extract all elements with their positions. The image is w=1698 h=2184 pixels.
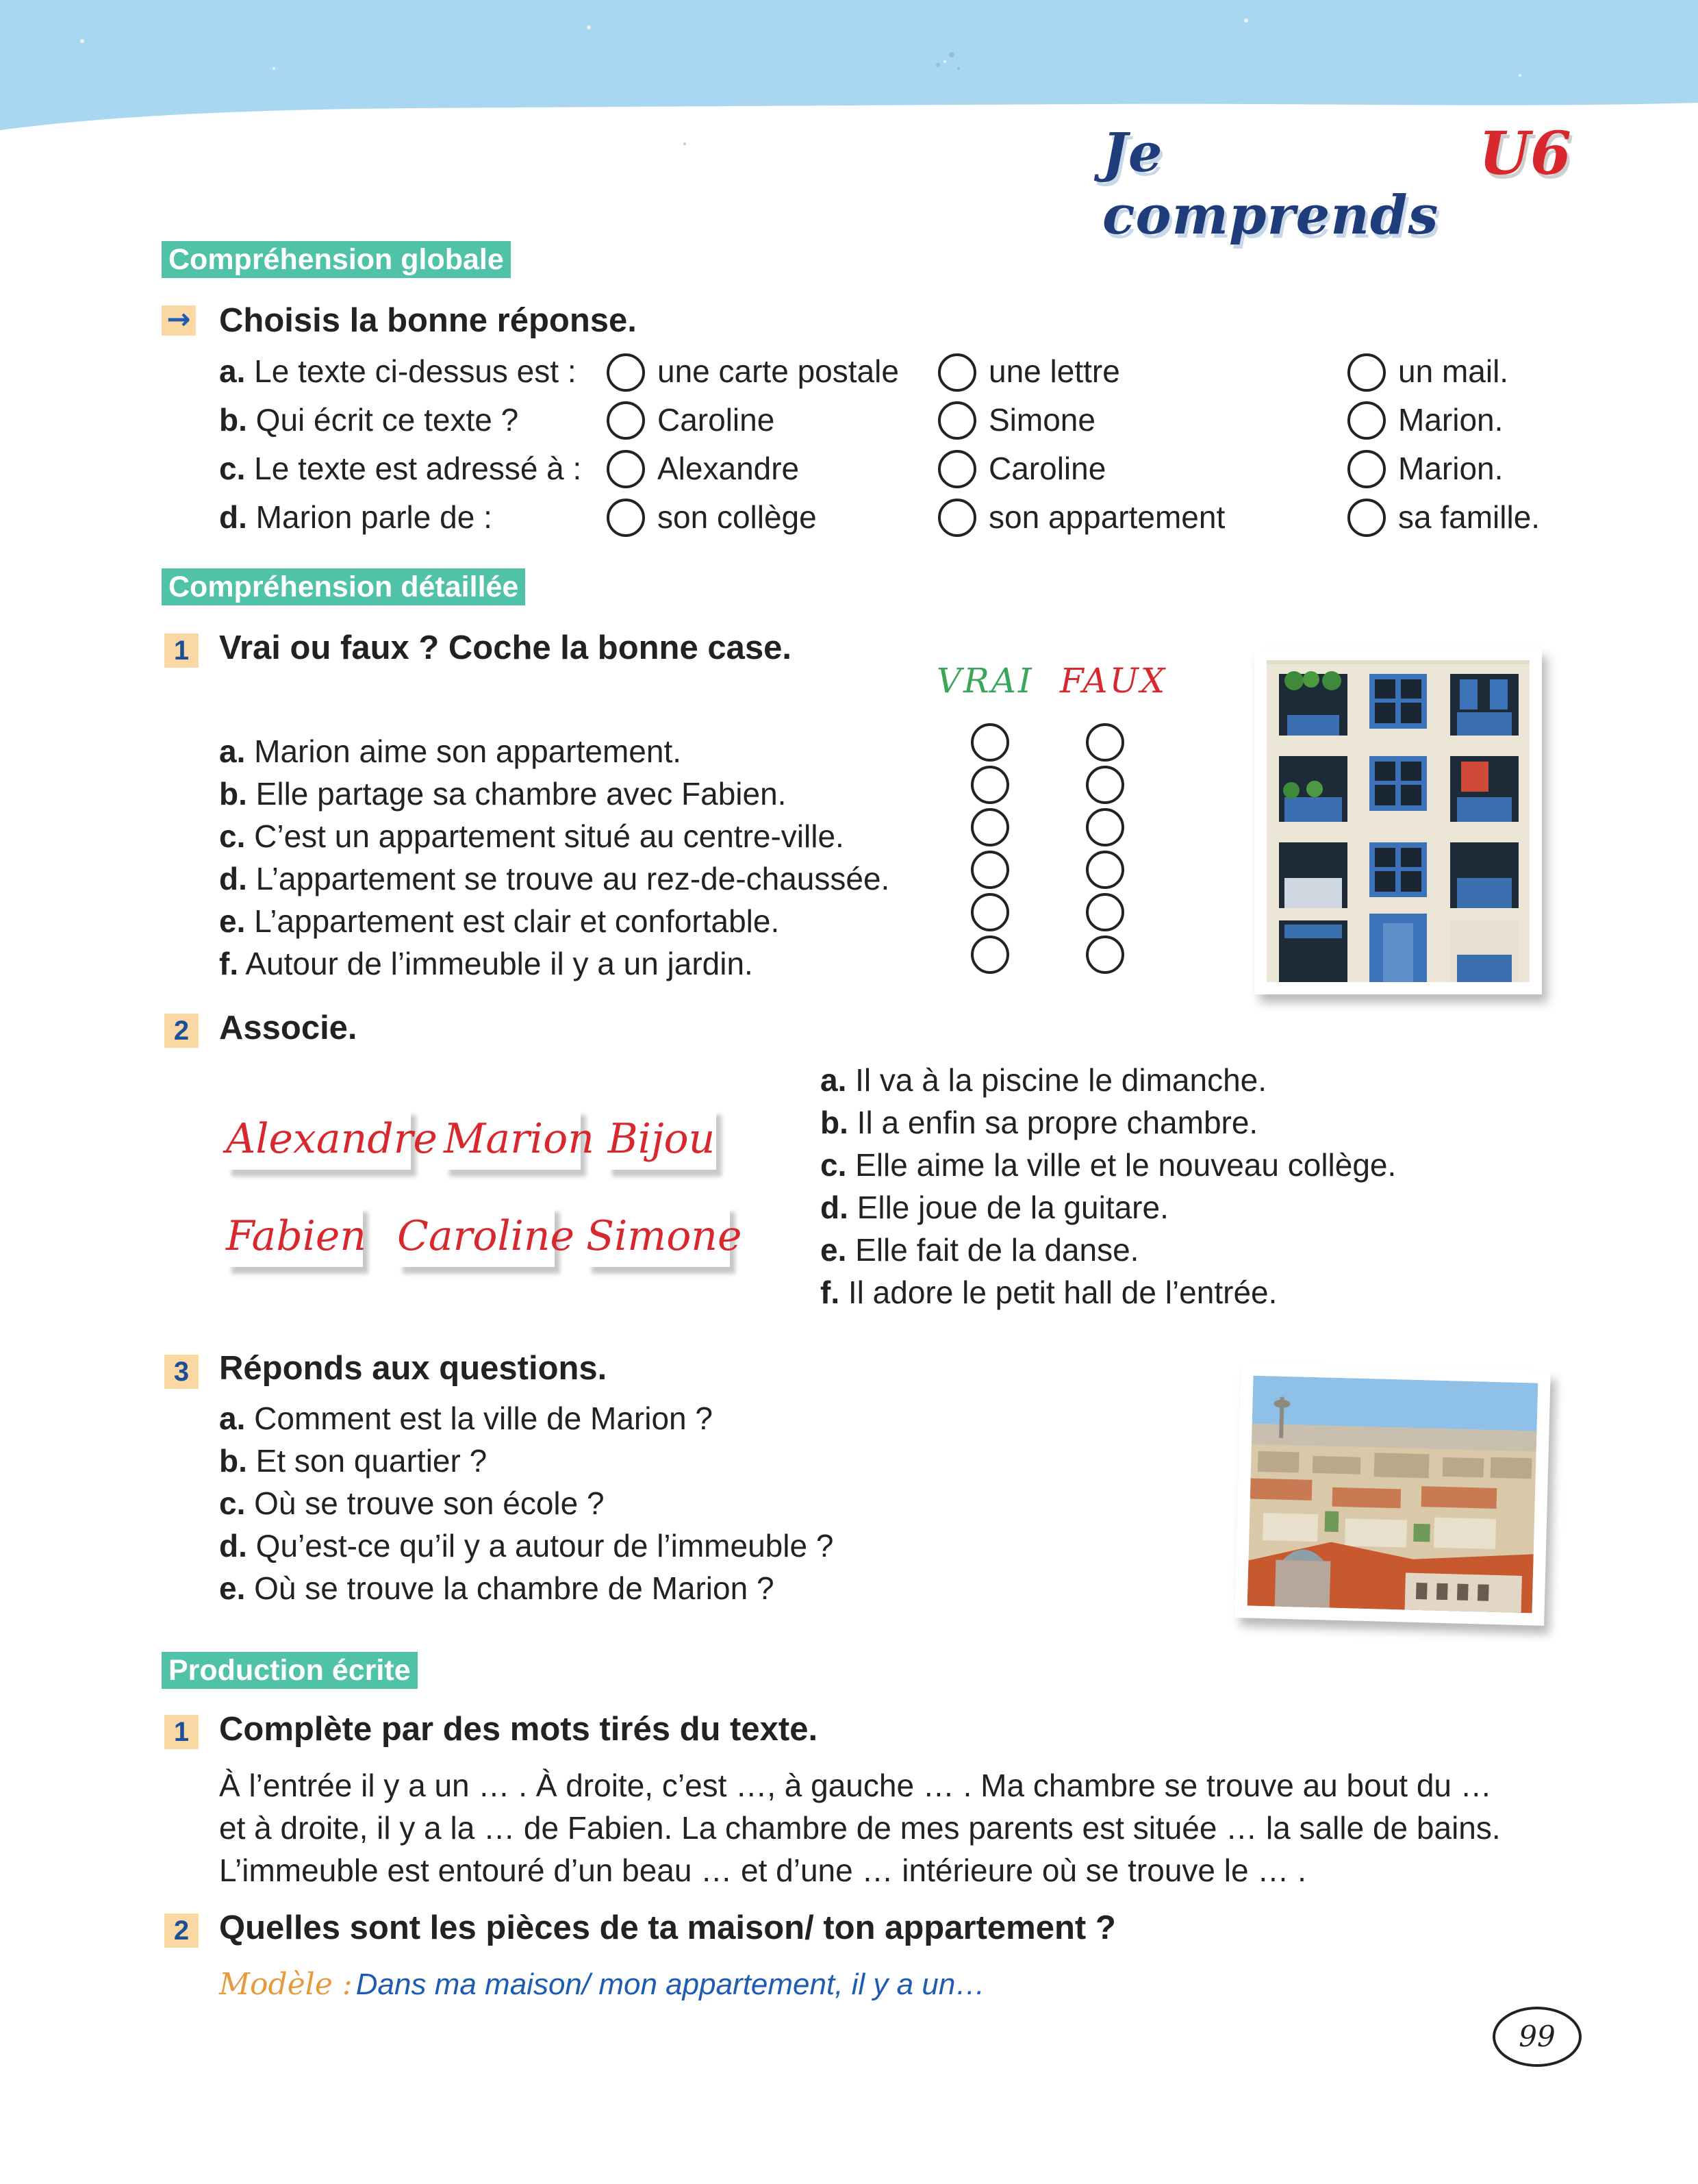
item-text: Comment est la ville de Marion ? [254,1401,713,1436]
answer-circle[interactable] [938,353,976,392]
question-text: Le texte est adressé à : [254,451,582,486]
question-text: Marion parle de : [255,499,492,535]
question-item [219,1570,774,1607]
fill-in-line: et à droite, il y a la … de Fabien. La chambre de mes parents est située … la salle de bains. [219,1810,1501,1846]
question-letter: c. [219,451,246,486]
ex2-instruction: Associe. [219,1009,357,1046]
exercise-number: 3 [164,1355,199,1389]
associate-item [820,1104,1258,1141]
name-card[interactable]: Fabien [226,1205,363,1267]
ex3-instruction: Réponds aux questions. [219,1350,607,1387]
item-letter: e. [219,1570,246,1606]
answer-option: une carte postale [657,353,899,389]
item-letter: f. [820,1275,840,1310]
vf-item [219,903,779,940]
item-text: Où se trouve son école ? [254,1485,605,1521]
item-letter: a. [219,1401,246,1436]
vf-item [219,945,753,982]
building-photo [1254,648,1542,994]
faux-checkbox[interactable] [1086,808,1124,846]
faux-checkbox[interactable] [1086,893,1124,931]
item-text: Autour de l’immeuble il y a un jardin. [245,946,753,981]
answer-circle[interactable] [1347,499,1386,537]
faux-checkbox[interactable] [1086,766,1124,804]
item-text: Marion aime son appartement. [254,733,682,769]
item-letter: b. [219,776,247,812]
item-text: Il va à la piscine le dimanche. [855,1062,1267,1098]
item-letter: c. [219,818,246,854]
answer-circle[interactable] [1347,450,1386,488]
answer-option: son collège [657,499,817,535]
fill-in-line: À l’entrée il y a un … . À droite, c’est …, à gauche … . Ma chambre se trouve au bout du … [219,1768,1492,1803]
item-text: Qu’est-ce qu’il y a autour de l’immeuble ? [255,1528,834,1564]
item-letter: e. [219,903,246,939]
answer-option: une lettre [989,353,1120,389]
associate-item [820,1189,1169,1226]
item-text: L’appartement est clair et confortable. [254,903,780,939]
answer-circle[interactable] [607,450,645,488]
answer-circle[interactable] [607,401,645,440]
vrai-checkbox[interactable] [971,766,1009,804]
associate-item [820,1146,1396,1183]
answer-circle[interactable] [938,401,976,440]
vf-item [219,860,889,897]
vf-item [219,818,844,855]
section-label-global: Compréhension globale [162,241,511,278]
answer-circle[interactable] [1347,353,1386,392]
question-item [219,1527,833,1564]
answer-circle[interactable] [607,499,645,537]
answer-option: Simone [989,402,1095,438]
item-letter: d. [820,1190,848,1225]
exercise-number: 2 [164,1913,199,1948]
building-illustration [1267,660,1530,982]
item-letter: d. [219,1528,247,1564]
item-letter: b. [219,1443,247,1479]
answer-circle[interactable] [938,499,976,537]
faux-header: FAUX [1060,661,1167,701]
exercise-number: 1 [164,633,199,668]
faux-checkbox[interactable] [1086,723,1124,762]
vrai-checkbox[interactable] [971,936,1009,974]
name-card[interactable]: Simone [586,1205,730,1267]
production-ex2-instruction: Quelles sont les pièces de ta maison/ ton appartement ? [219,1909,1116,1946]
faux-checkbox[interactable] [1086,851,1124,889]
answer-option: Caroline [657,402,775,438]
name-card[interactable]: Marion [444,1108,581,1170]
question-letter: a. [219,353,246,389]
item-letter: a. [219,733,246,769]
item-text: C’est un appartement situé au centre-ville. [254,818,844,854]
answer-option: Alexandre [657,451,800,486]
city-photo [1234,1363,1551,1626]
global-instruction: Choisis la bonne réponse. [219,302,637,339]
page-number: 99 [1493,2007,1582,2067]
section-label-detail: Compréhension détaillée [162,568,525,605]
vrai-checkbox[interactable] [971,851,1009,889]
answer-circle[interactable] [938,450,976,488]
item-text: Elle partage sa chambre avec Fabien. [255,776,787,812]
item-letter: c. [820,1147,847,1183]
model-label: Modèle : [219,1967,353,2002]
model-text: Dans ma maison/ mon appartement, il y a un… [355,1968,986,2001]
item-text: Elle aime la ville et le nouveau collège. [855,1147,1397,1183]
item-text: Il adore le petit hall de l’entrée. [848,1275,1278,1310]
question-letter: b. [219,402,247,438]
item-letter: a. [820,1062,847,1098]
item-letter: d. [219,861,247,896]
page-title: Je comprends [1102,122,1439,247]
vf-item [219,733,681,770]
item-letter: f. [219,946,239,981]
question-item [219,1442,487,1479]
city-illustration [1247,1376,1538,1614]
question-item [219,1400,713,1437]
item-text: Elle joue de la guitare. [857,1190,1169,1225]
exercise-number: 1 [164,1715,199,1749]
exercise-number: 2 [164,1014,199,1048]
vrai-header: VRAI [937,661,1034,701]
arrow-icon: → [162,305,196,336]
vrai-checkbox[interactable] [971,808,1009,846]
item-text: Où se trouve la chambre de Marion ? [254,1570,774,1606]
item-letter: c. [219,1485,246,1521]
faux-checkbox[interactable] [1086,936,1124,974]
item-text: Il a enfin sa propre chambre. [857,1105,1258,1140]
answer-option: Marion. [1398,402,1504,438]
associate-item [820,1062,1267,1099]
section-label-production: Production écrite [162,1652,418,1689]
item-letter: b. [820,1105,848,1140]
answer-option: un mail. [1398,353,1509,389]
associate-item [820,1231,1139,1268]
answer-option: sa famille. [1398,499,1541,535]
question-text: Qui écrit ce texte ? [255,402,519,438]
ex1-instruction: Vrai ou faux ? Coche la bonne case. [219,629,791,666]
question-text: Le texte ci-dessus est : [254,353,576,389]
production-ex1-instruction: Complète par des mots tirés du texte. [219,1711,818,1748]
answer-option: son appartement [989,499,1226,535]
answer-option: Caroline [989,451,1106,486]
name-card[interactable]: Caroline [397,1205,555,1267]
associate-item [820,1274,1277,1311]
model-sentence [219,1967,985,2002]
item-letter: e. [820,1232,847,1268]
fill-in-line: L’immeuble est entouré d’un beau … et d’une … intérieure où se trouve le … . [219,1853,1306,1888]
answer-circle[interactable] [607,353,645,392]
item-text: L’appartement se trouve au rez-de-chaussée. [255,861,890,896]
answer-option: Marion. [1398,451,1504,486]
item-text: Elle fait de la danse. [855,1232,1139,1268]
vrai-checkbox[interactable] [971,723,1009,762]
name-card[interactable]: Bijou [607,1108,716,1170]
question-item [219,1485,605,1522]
item-text: Et son quartier ? [255,1443,487,1479]
vrai-checkbox[interactable] [971,893,1009,931]
question-letter: d. [219,499,247,535]
vf-item [219,775,786,812]
answer-circle[interactable] [1347,401,1386,440]
name-card[interactable]: Alexandre [226,1108,411,1170]
unit-label: U6 [1479,119,1571,188]
